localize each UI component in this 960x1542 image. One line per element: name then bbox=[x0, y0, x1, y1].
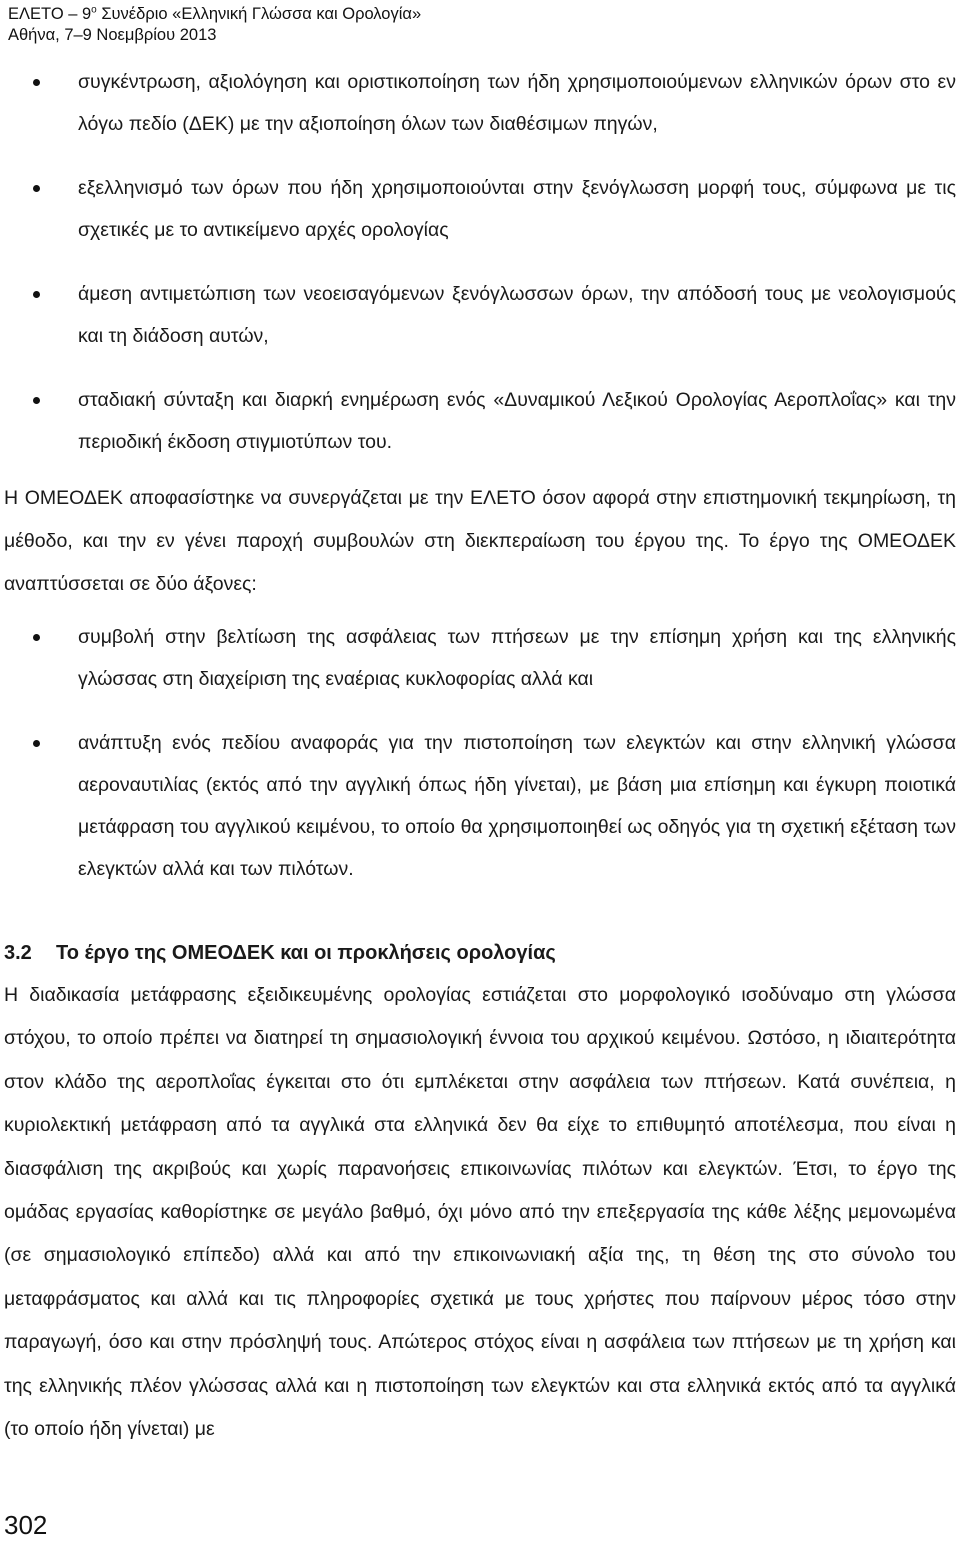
header-conference-title: ΕΛΕΤΟ – $9^o$ Συνέδριο «Ελληνική Γλώσσα και Ορολογία» bbox=[8, 4, 422, 23]
section-heading bbox=[4, 932, 556, 974]
bullet-icon bbox=[33, 634, 40, 641]
list-item: σταδιακή σύνταξη και διαρκή ενημέρωση ενός «Δυναμικού Λεξικού Ορολογίας Αεροπλοΐας» και την περιοδική έκδοση στιγμιοτύπων του. bbox=[78, 379, 956, 463]
bullet-icon bbox=[33, 397, 40, 404]
running-header bbox=[8, 4, 421, 46]
list-item: εξελληνισμό των όρων που ήδη χρησιμοποιούνται στην ξενόγλωσση μορφή τους, σύμφωνα με τις σχετικές με το αντικείμενο αρχές ορολογίας bbox=[78, 167, 956, 251]
bullet-icon bbox=[33, 79, 40, 86]
body-paragraph: Η διαδικασία μετάφρασης εξειδικευμένης ορολογίας εστιάζεται στο μορφολογικό ισοδύναμο στη γλώσσα στόχου, το οποίο πρέπει να διατηρεί τη σημασιολογική έννοια του αρχικού κειμένου. Ωστόσο, η ιδιαιτερότητα στον κλάδο της αεροπλοΐας έγκειται στο ότι εμπλέκεται στην ασφάλεια των πτήσεων. Κατά συνέπεια, η κυριολεκτική μετάφραση από τα αγγλικά στα ελληνικά δεν θα είχε το επιθυμητό αποτέλεσμα, που είναι η διασφάλιση της ακριβούς και χωρίς παρανοήσεις επικοινωνίας πιλότων και ελεγκτών. Έτσι, το έργο της ομάδας εργασίας καθορίστηκε σε μεγάλο βαθμό, όχι μόνο από την επεξεργασία της κάθε λέξης μεμονωμένα (σε σημασιολογικό επίπεδο) αλλά και από την επικοινωνιακή αξία της, τη θέση της στο σύνολο του μεταφράσματος και αλλά και τις πληροφορίες σχετικά με τους χρήστες που παίρνουν μέρος τόσο στην παραγωγή, όσο και στην πρόσληψή τους. Απώτερος στόχος είναι η ασφάλεια των πτήσεων με τη χρήση και της ελληνικής πλέον γλώσσας αλλά και η πιστοποίηση των ελεγκτών και στα ελληνικά εκτός από τα αγγλικά (το οποίο ήδη γίνεται) με bbox=[4, 984, 956, 1441]
bullet-icon bbox=[33, 291, 40, 298]
page-number: 302 bbox=[4, 1510, 48, 1540]
bullet-icon bbox=[33, 740, 40, 747]
bullet-icon bbox=[33, 185, 40, 192]
list-item: άμεση αντιμετώπιση των νεοεισαγόμενων ξενόγλωσσων όρων, την απόδοσή τους με νεολογισμούς και τη διάδοση αυτών, bbox=[78, 273, 956, 357]
section-number: 3.2 bbox=[4, 942, 32, 964]
list-item: συμβολή στην βελτίωση της ασφάλειας των πτήσεων με την επίσημη χρήση και της ελληνικής γλώσσας στη διαχείριση της εναέριας κυκλοφορίας αλλά και bbox=[78, 616, 956, 700]
list-item: ανάπτυξη ενός πεδίου αναφοράς για την πιστοποίηση των ελεγκτών και στην ελληνική γλώσσα αεροναυτιλίας (εκτός από την αγγλική όπως ήδη γίνεται), με βάση μια επίσημη και έγκυρη ποιοτικά μετάφραση του αγγλικού κειμένου, το οποίο θα χρησιμοποιηθεί ως οδηγός για τη σχετική εξέταση των ελεγκτών αλλά και των πιλότων. bbox=[78, 722, 956, 890]
axes-list bbox=[78, 616, 956, 890]
header-conference-date: Αθήνα, 7–9 Νοεμβρίου 2013 bbox=[8, 26, 217, 44]
list-item: συγκέντρωση, αξιολόγηση και οριστικοποίηση των ήδη χρησιμοποιούμενων ελληνικών όρων στο εν λόγω πεδίο (ΔΕΚ) με την αξιοποίηση όλων των διαθέσιμων πηγών, bbox=[78, 61, 956, 145]
objectives-list bbox=[78, 61, 956, 463]
section-title: Το έργο της ΟΜΕΟΔΕΚ και οι προκλήσεις ορολογίας bbox=[56, 942, 556, 964]
collaboration-paragraph: Η ΟΜΕΟΔΕΚ αποφασίστηκε να συνεργάζεται με την ΕΛΕΤΟ όσον αφορά στην επιστημονική τεκμηρίωση, τη μέθοδο, και την εν γένει παροχή συμβουλών στη διεκπεραίωση του έργου της. Το έργο της ΟΜΕΟΔΕΚ αναπτύσσεται σε δύο άξονες: bbox=[4, 487, 956, 595]
